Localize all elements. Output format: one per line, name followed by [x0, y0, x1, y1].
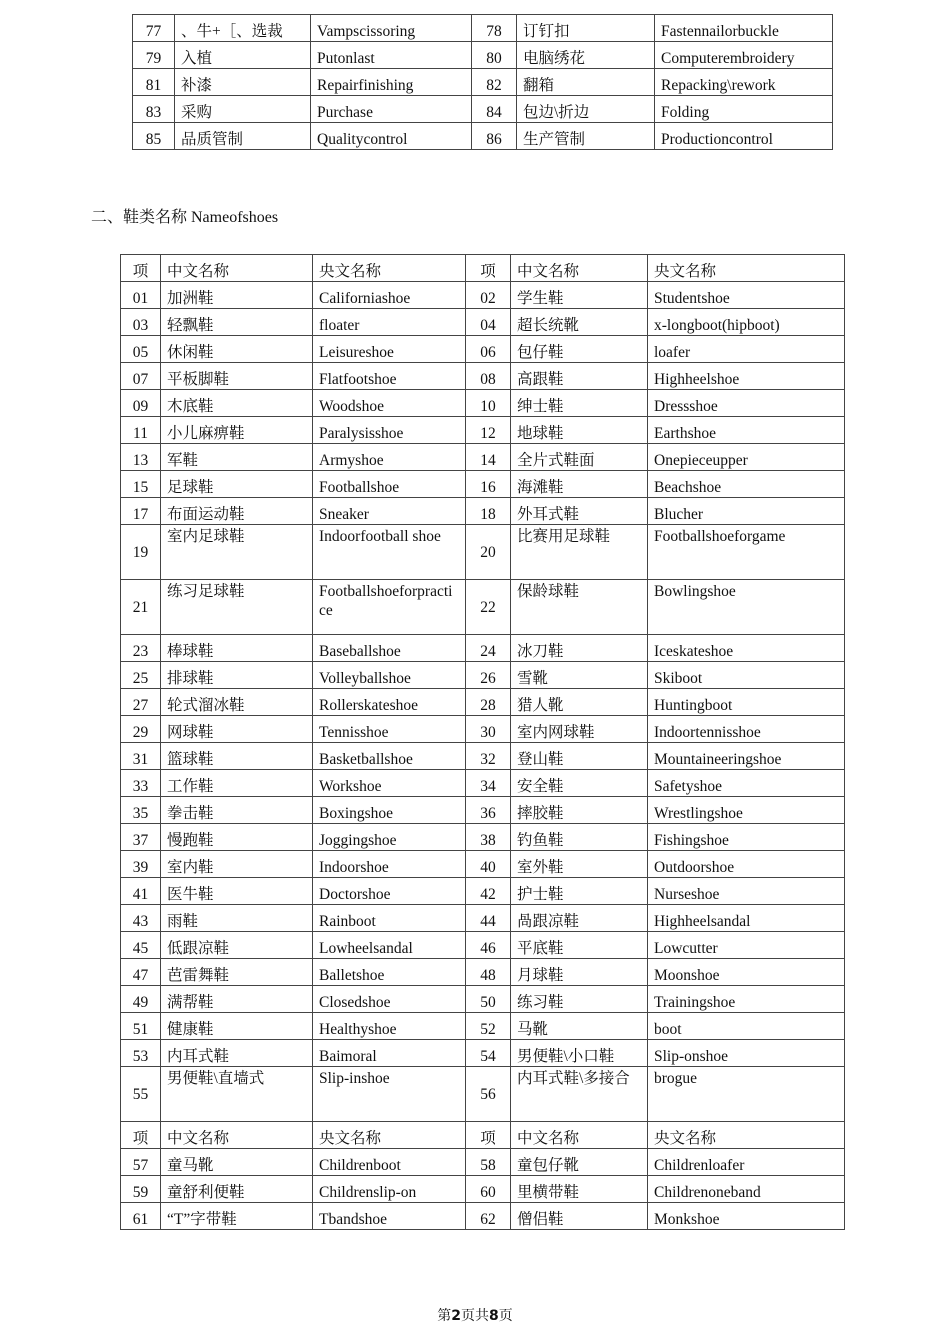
table-cell: 央文名称 — [313, 1122, 466, 1149]
table-cell: 学生鞋 — [511, 282, 648, 309]
table-cell: Skiboot — [648, 662, 845, 689]
table-cell: 电脑绣花 — [517, 42, 655, 69]
table-cell: Fastennailorbuckle — [655, 15, 833, 42]
table-cell: 慢跑鞋 — [161, 824, 313, 851]
table-cell: Outdoorshoe — [648, 851, 845, 878]
table-cell: Doctorshoe — [313, 878, 466, 905]
table-cell: 18 — [466, 498, 511, 525]
table-cell: Huntingboot — [648, 689, 845, 716]
table-cell: 轻飘鞋 — [161, 309, 313, 336]
table-cell: 43 — [121, 905, 161, 932]
table-cell: 央文名称 — [648, 255, 845, 282]
table-cell: Productioncontrol — [655, 123, 833, 150]
table-cell: Iceskateshoe — [648, 635, 845, 662]
table-cell: Fishingshoe — [648, 824, 845, 851]
table-cell: 80 — [472, 42, 517, 69]
table-cell: 20 — [466, 525, 511, 580]
table-cell: 11 — [121, 417, 161, 444]
table-cell: Repairfinishing — [311, 69, 472, 96]
table-cell: 摔胶鞋 — [511, 797, 648, 824]
table-cell: 高跟鞋 — [511, 363, 648, 390]
table-cell: 13 — [121, 444, 161, 471]
table-cell: 海滩鞋 — [511, 471, 648, 498]
table-cell: 央文名称 — [648, 1122, 845, 1149]
table-row — [121, 525, 845, 580]
table-row — [121, 282, 845, 309]
table-row — [121, 851, 845, 878]
table-cell: Balletshoe — [313, 959, 466, 986]
table-cell: 芭雷舞鞋 — [161, 959, 313, 986]
table-row — [133, 42, 833, 69]
table-cell: 练习足球鞋 — [161, 580, 313, 635]
table-cell: 小儿麻痹鞋 — [161, 417, 313, 444]
table-row — [121, 689, 845, 716]
table-cell: 医牛鞋 — [161, 878, 313, 905]
table-header-row — [121, 1122, 845, 1149]
table-cell: 23 — [121, 635, 161, 662]
table-cell: 04 — [466, 309, 511, 336]
table-cell: Highheelsandal — [648, 905, 845, 932]
table-cell: 58 — [466, 1149, 511, 1176]
table-cell: Trainingshoe — [648, 986, 845, 1013]
table-cell: 39 — [121, 851, 161, 878]
table-row — [133, 96, 833, 123]
table-row — [121, 336, 845, 363]
table-cell: 47 — [121, 959, 161, 986]
table-cell: Leisureshoe — [313, 336, 466, 363]
table-cell: 45 — [121, 932, 161, 959]
table-cell: Childrenoneband — [648, 1176, 845, 1203]
table-row — [121, 932, 845, 959]
table-cell: 82 — [472, 69, 517, 96]
table-cell: “T”字带鞋 — [161, 1203, 313, 1230]
table-row — [121, 824, 845, 851]
table-cell: 军鞋 — [161, 444, 313, 471]
table-cell: 59 — [121, 1176, 161, 1203]
table-row — [121, 770, 845, 797]
table-cell: Mountaineeringshoe — [648, 743, 845, 770]
table-row — [121, 878, 845, 905]
table-cell: 84 — [472, 96, 517, 123]
table-cell: 布面运动鞋 — [161, 498, 313, 525]
table-cell: Sneaker — [313, 498, 466, 525]
table-cell: Purchase — [311, 96, 472, 123]
table-cell: 53 — [121, 1040, 161, 1067]
table-cell: 25 — [121, 662, 161, 689]
table-row — [121, 471, 845, 498]
table-row — [121, 716, 845, 743]
table-row — [121, 1067, 845, 1122]
table-cell: 、牛+［、选裁 — [175, 15, 311, 42]
table-cell: Workshoe — [313, 770, 466, 797]
table-cell: 44 — [466, 905, 511, 932]
table-cell: 全片式鞋面 — [511, 444, 648, 471]
table-row — [121, 635, 845, 662]
table-cell: 钓鱼鞋 — [511, 824, 648, 851]
table-cell: Dressshoe — [648, 390, 845, 417]
table-cell: Basketballshoe — [313, 743, 466, 770]
table-cell: 77 — [133, 15, 175, 42]
table-cell: 排球鞋 — [161, 662, 313, 689]
table-cell: Monkshoe — [648, 1203, 845, 1230]
table-cell: Boxingshoe — [313, 797, 466, 824]
table-cell: 15 — [121, 471, 161, 498]
table-cell: 中文名称 — [161, 255, 313, 282]
table-cell: 平底鞋 — [511, 932, 648, 959]
table-cell: 翻箱 — [517, 69, 655, 96]
table-cell: Onepieceupper — [648, 444, 845, 471]
table-cell: x-longboot(hipboot) — [648, 309, 845, 336]
table-cell: 21 — [121, 580, 161, 635]
table-cell: 19 — [121, 525, 161, 580]
table-cell: Californiashoe — [313, 282, 466, 309]
table-cell: 室内网球鞋 — [511, 716, 648, 743]
table-cell: 男便鞋\小口鞋 — [511, 1040, 648, 1067]
table-cell: Armyshoe — [313, 444, 466, 471]
table-cell: Flatfootshoe — [313, 363, 466, 390]
table-cell: Beachshoe — [648, 471, 845, 498]
table-cell: 拳击鞋 — [161, 797, 313, 824]
table-cell: 练习鞋 — [511, 986, 648, 1013]
table-cell: 28 — [466, 689, 511, 716]
table-cell: Nurseshoe — [648, 878, 845, 905]
table-row — [121, 1176, 845, 1203]
table-row — [121, 743, 845, 770]
table-cell: Bowlingshoe — [648, 580, 845, 635]
table-cell: Tennisshoe — [313, 716, 466, 743]
table-cell: Indoortennisshoe — [648, 716, 845, 743]
table-cell: 加洲鞋 — [161, 282, 313, 309]
table-cell: 低跟凉鞋 — [161, 932, 313, 959]
table-row — [121, 498, 845, 525]
page-number: 2 — [451, 1308, 461, 1324]
table-cell: 央文名称 — [313, 255, 466, 282]
table-cell: 室内鞋 — [161, 851, 313, 878]
table-cell: 补漆 — [175, 69, 311, 96]
table-cell: 38 — [466, 824, 511, 851]
table-cell: 81 — [133, 69, 175, 96]
table-cell: 12 — [466, 417, 511, 444]
table-cell: 咼跟凉鞋 — [511, 905, 648, 932]
table-cell: Studentshoe — [648, 282, 845, 309]
table-cell: 57 — [121, 1149, 161, 1176]
table-cell: 月球鞋 — [511, 959, 648, 986]
table-cell: Wrestlingshoe — [648, 797, 845, 824]
page-total: 8 — [489, 1308, 499, 1324]
table-cell: 83 — [133, 96, 175, 123]
table-cell: Closedshoe — [313, 986, 466, 1013]
table-cell: 网球鞋 — [161, 716, 313, 743]
table-cell: 37 — [121, 824, 161, 851]
table-cell: 满帮鞋 — [161, 986, 313, 1013]
table-cell: 31 — [121, 743, 161, 770]
table-cell: 雨鞋 — [161, 905, 313, 932]
table-cell: Blucher — [648, 498, 845, 525]
table-cell: Volleyballshoe — [313, 662, 466, 689]
table-cell: Rollerskateshoe — [313, 689, 466, 716]
table-cell: Indoorfootball shoe — [313, 525, 466, 580]
table-cell: 室内足球鞋 — [161, 525, 313, 580]
table-cell: Safetyshoe — [648, 770, 845, 797]
table-cell: 03 — [121, 309, 161, 336]
page-footer: 第2页共8页 — [437, 1308, 513, 1324]
table-cell: 79 — [133, 42, 175, 69]
table-cell: Earthshoe — [648, 417, 845, 444]
table-cell: 34 — [466, 770, 511, 797]
table-cell: brogue — [648, 1067, 845, 1122]
table-cell: Footballshoeforpractice — [313, 580, 466, 635]
table-cell: 中文名称 — [511, 1122, 648, 1149]
table-cell: 08 — [466, 363, 511, 390]
table-row — [133, 123, 833, 150]
table-cell: 木底鞋 — [161, 390, 313, 417]
table-cell: 40 — [466, 851, 511, 878]
table-cell: 86 — [472, 123, 517, 150]
table-cell: 平板脚鞋 — [161, 363, 313, 390]
table-cell: Baimoral — [313, 1040, 466, 1067]
table-cell: 健康鞋 — [161, 1013, 313, 1040]
table-cell: 05 — [121, 336, 161, 363]
table-cell: Slip-inshoe — [313, 1067, 466, 1122]
table-cell: 中文名称 — [161, 1122, 313, 1149]
table-cell: 16 — [466, 471, 511, 498]
table-cell: 32 — [466, 743, 511, 770]
table-cell: 51 — [121, 1013, 161, 1040]
table-cell: 01 — [121, 282, 161, 309]
table-cell: 护士鞋 — [511, 878, 648, 905]
table-cell: 22 — [466, 580, 511, 635]
table-row — [121, 986, 845, 1013]
table-cell: 里横带鞋 — [511, 1176, 648, 1203]
table-cell: 55 — [121, 1067, 161, 1122]
table-cell: 49 — [121, 986, 161, 1013]
table-cell: 篮球鞋 — [161, 743, 313, 770]
table-cell: Lowheelsandal — [313, 932, 466, 959]
table-row — [121, 580, 845, 635]
table-cell: 地球鞋 — [511, 417, 648, 444]
table-cell: 生产管制 — [517, 123, 655, 150]
table-cell: 14 — [466, 444, 511, 471]
table-cell: 61 — [121, 1203, 161, 1230]
table-cell: Childrenboot — [313, 1149, 466, 1176]
table-cell: Footballshoeforgame — [648, 525, 845, 580]
table-row — [121, 1013, 845, 1040]
table-cell: 06 — [466, 336, 511, 363]
table-cell: 29 — [121, 716, 161, 743]
table-cell: 内耳式鞋\多接合 — [511, 1067, 648, 1122]
table-row — [121, 444, 845, 471]
table-row — [121, 390, 845, 417]
table-cell: Baseballshoe — [313, 635, 466, 662]
table-cell: 48 — [466, 959, 511, 986]
table-cell: Paralysisshoe — [313, 417, 466, 444]
table-cell: Folding — [655, 96, 833, 123]
table-cell: Qualitycontrol — [311, 123, 472, 150]
table-cell: 绅士鞋 — [511, 390, 648, 417]
table-row — [121, 1149, 845, 1176]
table-cell: 内耳式鞋 — [161, 1040, 313, 1067]
table-cell: 24 — [466, 635, 511, 662]
table-cell: 保龄球鞋 — [511, 580, 648, 635]
table-cell: 85 — [133, 123, 175, 150]
table-cell: 登山鞋 — [511, 743, 648, 770]
table-row — [133, 69, 833, 96]
table-cell: Moonshoe — [648, 959, 845, 986]
table-row — [121, 1203, 845, 1230]
table-cell: 42 — [466, 878, 511, 905]
table-cell: 工作鞋 — [161, 770, 313, 797]
table-row — [121, 959, 845, 986]
table-cell: Lowcutter — [648, 932, 845, 959]
table-cell: 02 — [466, 282, 511, 309]
table-row — [133, 15, 833, 42]
table-cell: 外耳式鞋 — [511, 498, 648, 525]
table-cell: 采购 — [175, 96, 311, 123]
table-row — [121, 417, 845, 444]
section-heading: 二、鞋类名称 Nameofshoes — [91, 209, 279, 226]
table-cell: 60 — [466, 1176, 511, 1203]
table-cell: 室外鞋 — [511, 851, 648, 878]
table-cell: boot — [648, 1013, 845, 1040]
table-cell: 36 — [466, 797, 511, 824]
table-cell: 46 — [466, 932, 511, 959]
table-cell: Slip-onshoe — [648, 1040, 845, 1067]
table-cell: 33 — [121, 770, 161, 797]
table-cell: Woodshoe — [313, 390, 466, 417]
table-cell: 马靴 — [511, 1013, 648, 1040]
table-cell: 50 — [466, 986, 511, 1013]
table-cell: Computerembroidery — [655, 42, 833, 69]
table-row — [121, 309, 845, 336]
table-cell: 56 — [466, 1067, 511, 1122]
table-cell: 中文名称 — [511, 255, 648, 282]
table-cell: 轮式溜冰鞋 — [161, 689, 313, 716]
table-cell: Childrenloafer — [648, 1149, 845, 1176]
table-cell: Childrenslip-on — [313, 1176, 466, 1203]
table-cell: Footballshoe — [313, 471, 466, 498]
table-cell: 62 — [466, 1203, 511, 1230]
table-row — [121, 363, 845, 390]
table-cell: 安全鞋 — [511, 770, 648, 797]
table-cell: 比赛用足球鞋 — [511, 525, 648, 580]
table-cell: Indoorshoe — [313, 851, 466, 878]
table-cell: 品质管制 — [175, 123, 311, 150]
table-header-row — [121, 255, 845, 282]
table-cell: 07 — [121, 363, 161, 390]
table-cell: 52 — [466, 1013, 511, 1040]
table-cell: 订钉扣 — [517, 15, 655, 42]
table-row — [121, 797, 845, 824]
shoe-names-table — [120, 254, 845, 1230]
table-cell: 项 — [466, 1122, 511, 1149]
table-cell: 猎人靴 — [511, 689, 648, 716]
table-row — [121, 662, 845, 689]
table-cell: loafer — [648, 336, 845, 363]
table-cell: Highheelshoe — [648, 363, 845, 390]
table-cell: Joggingshoe — [313, 824, 466, 851]
table-cell: 26 — [466, 662, 511, 689]
table-cell: Putonlast — [311, 42, 472, 69]
table-cell: 09 — [121, 390, 161, 417]
table-cell: 入植 — [175, 42, 311, 69]
table-cell: 冰刀鞋 — [511, 635, 648, 662]
table-cell: 项 — [121, 1122, 161, 1149]
table-cell: 包边\折边 — [517, 96, 655, 123]
table-row — [121, 905, 845, 932]
table-cell: 30 — [466, 716, 511, 743]
table-cell: Repacking\rework — [655, 69, 833, 96]
table-cell: floater — [313, 309, 466, 336]
table-cell: 超长统靴 — [511, 309, 648, 336]
table-cell: 男便鞋\直墙式 — [161, 1067, 313, 1122]
table-cell: Vampscissoring — [311, 15, 472, 42]
process-terms-table — [132, 14, 833, 150]
table-cell: 35 — [121, 797, 161, 824]
table-cell: 17 — [121, 498, 161, 525]
table-cell: 雪靴 — [511, 662, 648, 689]
table-cell: 僧侣鞋 — [511, 1203, 648, 1230]
table-cell: Healthyshoe — [313, 1013, 466, 1040]
table-cell: 10 — [466, 390, 511, 417]
table-cell: 童舒利便鞋 — [161, 1176, 313, 1203]
table-row — [121, 1040, 845, 1067]
table-cell: 包仔鞋 — [511, 336, 648, 363]
table-cell: 足球鞋 — [161, 471, 313, 498]
table-cell: 项 — [466, 255, 511, 282]
table-cell: 27 — [121, 689, 161, 716]
table-cell: 棒球鞋 — [161, 635, 313, 662]
table-cell: 54 — [466, 1040, 511, 1067]
table-cell: 童马靴 — [161, 1149, 313, 1176]
table-cell: 78 — [472, 15, 517, 42]
table-cell: 41 — [121, 878, 161, 905]
table-cell: 项 — [121, 255, 161, 282]
table-cell: 休闲鞋 — [161, 336, 313, 363]
table-cell: 童包仔靴 — [511, 1149, 648, 1176]
table-cell: Tbandshoe — [313, 1203, 466, 1230]
table-cell: Rainboot — [313, 905, 466, 932]
